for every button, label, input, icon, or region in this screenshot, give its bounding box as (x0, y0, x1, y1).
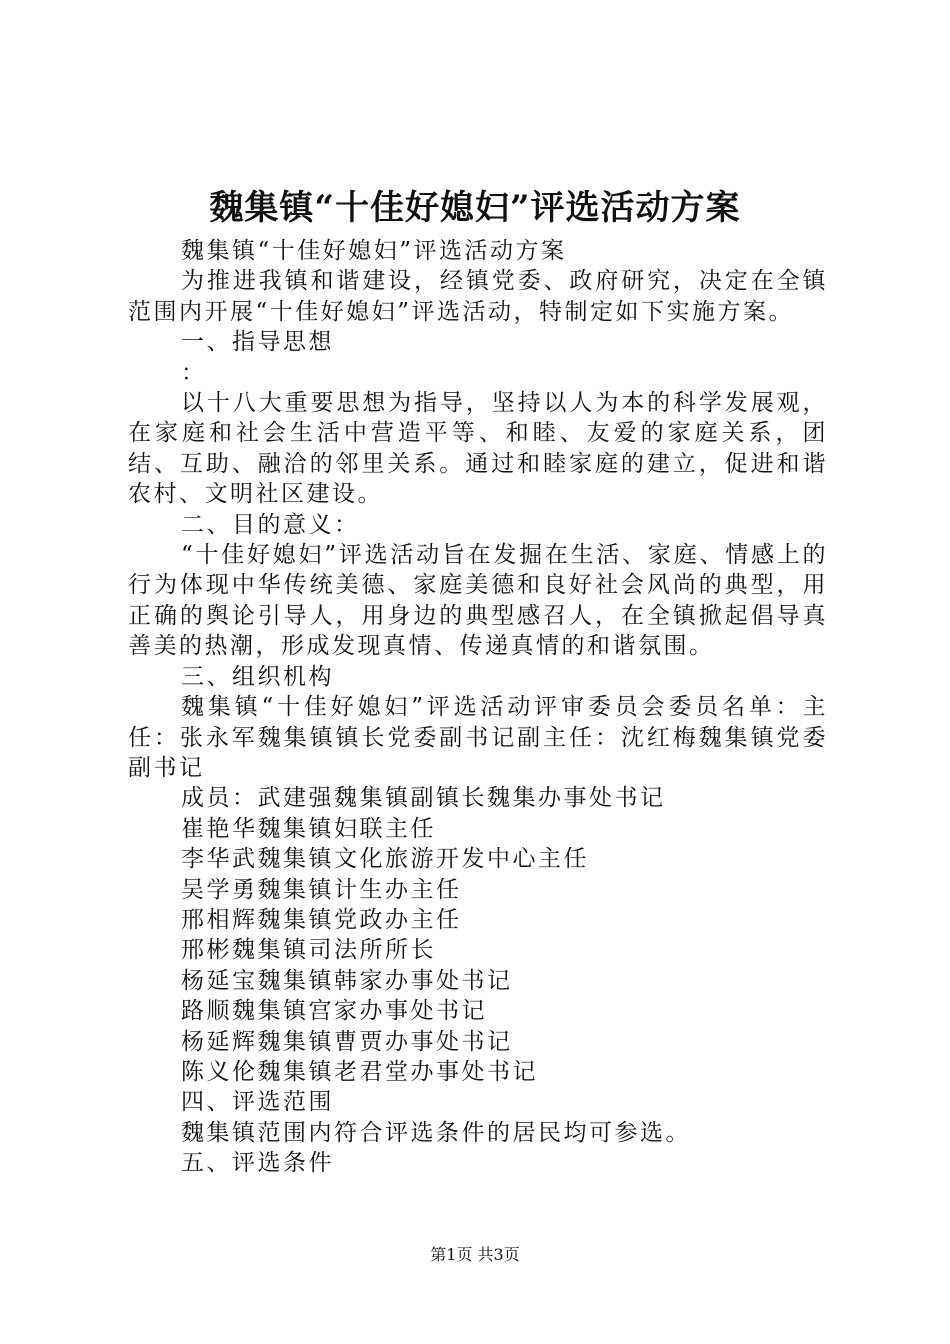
paragraph: “十佳好媳妇”评选活动旨在发掘在生活、家庭、情感上的行为体现中华传统美德、家庭美德和良好社会风尚的典型，用正确的舆论引导人，用身边的典型感召人，在全镇掀起倡导真善美的热潮，形成发现真情、传递真情的和谐氛围。 (128, 542, 828, 660)
page-number: 第1页 共3页 (430, 1245, 520, 1264)
member-line: 陈义伦魏集镇老君堂办事处书记 (181, 1058, 538, 1085)
section-heading: 四、评选范围 (181, 1089, 334, 1116)
member-line: 邢彬魏集镇司法所所长 (181, 937, 436, 964)
section-heading: 一、指导思想 (181, 329, 334, 356)
member-line: 路顺魏集镇宫家办事处书记 (181, 998, 487, 1025)
section-heading: 五、评选条件 (181, 1150, 334, 1177)
paragraph: 以十八大重要思想为指导，坚持以人为本的科学发展观，在家庭和社会生活中营造平等、和睦、友爱的家庭关系，团结、互助、融洽的邻里关系。通过和睦家庭的建立，促进和谐农村、文明社区建设。 (128, 390, 828, 508)
member-line: 杨延宝魏集镇韩家办事处书记 (181, 967, 513, 994)
paragraph: 魏集镇范围内符合评选条件的居民均可参选。 (181, 1119, 691, 1146)
member-line: 成员：武建强魏集镇副镇长魏集办事处书记 (181, 785, 666, 812)
paragraph: 为推进我镇和谐建设，经镇党委、政府研究，决定在全镇范围内开展“十佳好媳妇”评选活动，特制定如下实施方案。 (128, 268, 828, 325)
section-heading: 三、组织机构 (181, 663, 334, 690)
document-body (128, 236, 828, 1179)
member-line: 李华武魏集镇文化旅游开发中心主任 (181, 846, 589, 873)
member-line: 杨延辉魏集镇曹贾办事处书记 (181, 1028, 513, 1055)
member-line: 邢相辉魏集镇党政办主任 (181, 906, 462, 933)
paragraph: 魏集镇“十佳好媳妇”评选活动方案 (181, 238, 567, 264)
member-line: 崔艳华魏集镇妇联主任 (181, 815, 436, 842)
paragraph: ： (181, 359, 207, 386)
member-line: 吴学勇魏集镇计生办主任 (181, 876, 462, 903)
section-heading: 二、目的意义： (181, 511, 360, 538)
paragraph: 魏集镇“十佳好媳妇”评选活动评审委员会委员名单：主任：张永军魏集镇镇长党委副书记副主任：沈红梅魏集镇党委副书记 (128, 694, 828, 781)
document-title: 魏集镇“十佳好媳妇”评选活动方案 (209, 188, 741, 228)
